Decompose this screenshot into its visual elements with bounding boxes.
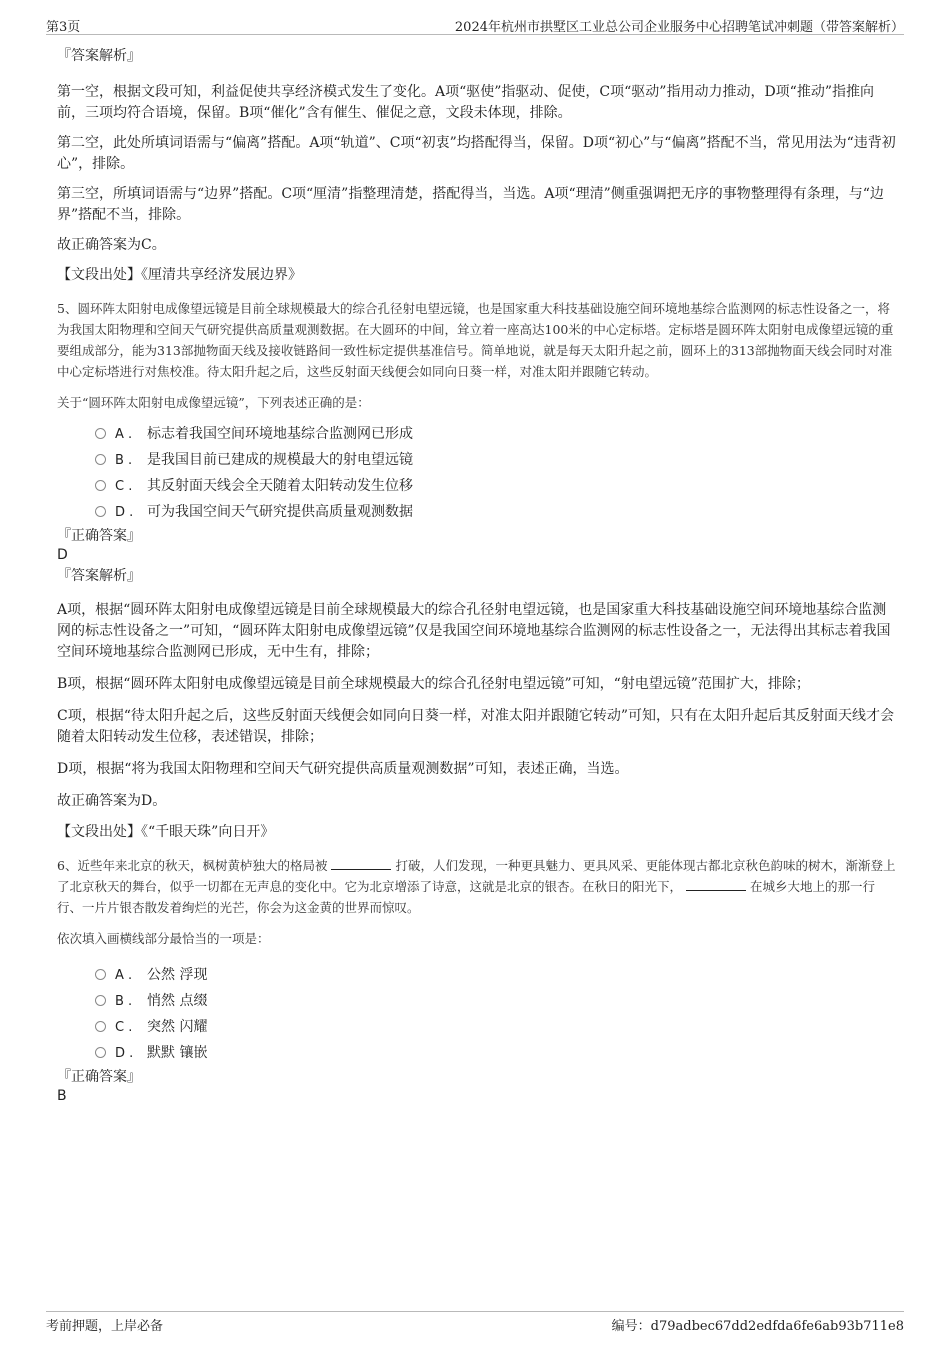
radio-icon[interactable] — [95, 454, 106, 465]
q5-source: 【文段出处】《“千眼天珠”向日开》 — [57, 824, 275, 840]
prev-conclusion: 故正确答案为C。 — [57, 237, 166, 253]
radio-icon[interactable] — [95, 506, 106, 517]
q6-option-a[interactable]: A . 公然 浮现 — [95, 962, 897, 988]
q5-correct-answer: D — [57, 547, 68, 563]
q5-question: 关于“圆环阵太阳射电成像望远镜”，下列表述正确的是： — [57, 395, 370, 410]
q5-analysis-para: C项，根据“待太阳升起之后，这些反射面天线便会如同向日葵一样，对准太阳并跟随它转动”可知，只有在太阳升起后其反射面天线才会随着太阳转动发生位移，表述错误，排除； — [57, 708, 895, 745]
footer-slogan: 考前押题，上岸必备 — [46, 1319, 164, 1334]
q6-options — [57, 962, 897, 1066]
q5-stem: 5、圆环阵太阳射电成像望远镜是目前全球规模最大的综合孔径射电望远镜，也是国家重大科技基础设施空间环境地基综合监测网的标志性设备之一，将为我国太阳物理和空间天气研究提供高质量观测数据。在大圆环的中间，耸立着一座高达100米的中心定标塔。定标塔是圆环阵太阳射电成像望远镜的重要组成部分，能为313部抛物面天线及接收链路间一致性标定提供基准信号。简单地说，就是每天太阳升起之前，圆环上的313部抛物面天线会同时对准中心定标塔进行对焦校准。待太阳升起之后，这些反射面天线便会如同向日葵一样，对准太阳并跟随它转动。 — [57, 301, 894, 379]
page-number: 第3页 — [46, 20, 81, 35]
q5-analysis-para: D项，根据“将为我国太阳物理和空间天气研究提供高质量观测数据”可知，表述正确，当选。 — [57, 761, 629, 777]
prev-analysis-label: 『答案解析』 — [57, 48, 141, 64]
q6-correct-answer: B — [57, 1088, 67, 1104]
q6-blank-1 — [331, 857, 391, 870]
page-footer — [46, 1311, 904, 1346]
q6-option-d[interactable]: D . 默默 镶嵌 — [95, 1040, 897, 1066]
prev-analysis-para: 第三空，所填词语需与“边界”搭配。C项“厘清”指整理清楚，搭配得当，当选。A项“理清”侧重强调把无序的事物整理得有条理，与“边界”搭配不当，排除。 — [57, 186, 884, 223]
q5-analysis-label: 『答案解析』 — [57, 568, 141, 584]
q6-option-b[interactable]: B . 悄然 点缀 — [95, 988, 897, 1014]
radio-icon[interactable] — [95, 1047, 106, 1058]
prev-source: 【文段出处】《厘清共享经济发展边界》 — [57, 267, 302, 283]
q5-conclusion: 故正确答案为D。 — [57, 793, 167, 809]
q5-option-b[interactable]: B . 是我国目前已建成的规模最大的射电望远镜 — [95, 447, 897, 473]
q5-option-c[interactable]: C . 其反射面天线会全天随着太阳转动发生位移 — [95, 473, 897, 499]
q6-stem: 6、近些年来北京的秋天，枫树黄栌独大的格局被 打破，人们发现，一种更具魅力、更具风采、更能体现古都北京秋色韵味的树木，渐渐登上了北京秋天的舞台，似乎一切都在无声息的变化中。它为北京增添了诗意，这就是北京的银杏。在秋日的阳光下， 在城乡大地上的那一行行、一片片银杏散发着绚烂的光芒，你会为这金黄的世界而惊叹。 — [57, 858, 896, 915]
q6-option-c[interactable]: C . 突然 闪耀 — [95, 1014, 897, 1040]
radio-icon[interactable] — [95, 428, 106, 439]
q6-question: 依次填入画横线部分最恰当的一项是： — [57, 931, 270, 946]
q5-analysis-para: B项，根据“圆环阵太阳射电成像望远镜是目前全球规模最大的综合孔径射电望远镜”可知，“射电望远镜”范围扩大，排除； — [57, 676, 810, 692]
page-header — [46, 0, 904, 35]
document-title: 2024年杭州市拱墅区工业总公司企业服务中心招聘笔试冲刺题（带答案解析） — [454, 20, 904, 35]
prev-analysis-para: 第二空，此处所填词语需与“偏离”搭配。A项“轨道”、C项“初衷”均搭配得当，保留。D项“初心”与“偏离”搭配不当，常见用法为“违背初心”，排除。 — [57, 135, 896, 172]
q5-correct-label: 『正确答案』 — [57, 528, 141, 544]
q6-blank-2 — [686, 878, 746, 891]
radio-icon[interactable] — [95, 1021, 106, 1032]
prev-analysis-para: 第一空，根据文段可知，利益促使共享经济模式发生了变化。A项“驱使”指驱动、促使，C项“驱动”指用动力推动，D项“推动”指推向前，三项均符合语境，保留。B项“催化”含有催生、催促之意，文段未体现，排除。 — [57, 84, 874, 121]
document-id: 编号：d79adbec67dd2edfda6fe6ab93b711e8 — [611, 1319, 904, 1334]
radio-icon[interactable] — [95, 480, 106, 491]
q6-correct-label: 『正确答案』 — [57, 1069, 141, 1085]
q5-option-d[interactable]: D . 可为我国空间天气研究提供高质量观测数据 — [95, 499, 897, 525]
q5-analysis-para: A项，根据“圆环阵太阳射电成像望远镜是目前全球规模最大的综合孔径射电望远镜，也是国家重大科技基础设施空间环境地基综合监测网的标志性设备之一”可知，“圆环阵太阳射电成像望远镜”仅是我国空间环境地基综合监测网的标志性设备之一，无法得出其标志着我国空间环境地基综合监测网已形成，无中生有，排除； — [57, 602, 891, 660]
page-content — [57, 44, 897, 1105]
radio-icon[interactable] — [95, 995, 106, 1006]
radio-icon[interactable] — [95, 969, 106, 980]
q5-options — [57, 421, 897, 525]
q5-option-a[interactable]: A . 标志着我国空间环境地基综合监测网已形成 — [95, 421, 897, 447]
